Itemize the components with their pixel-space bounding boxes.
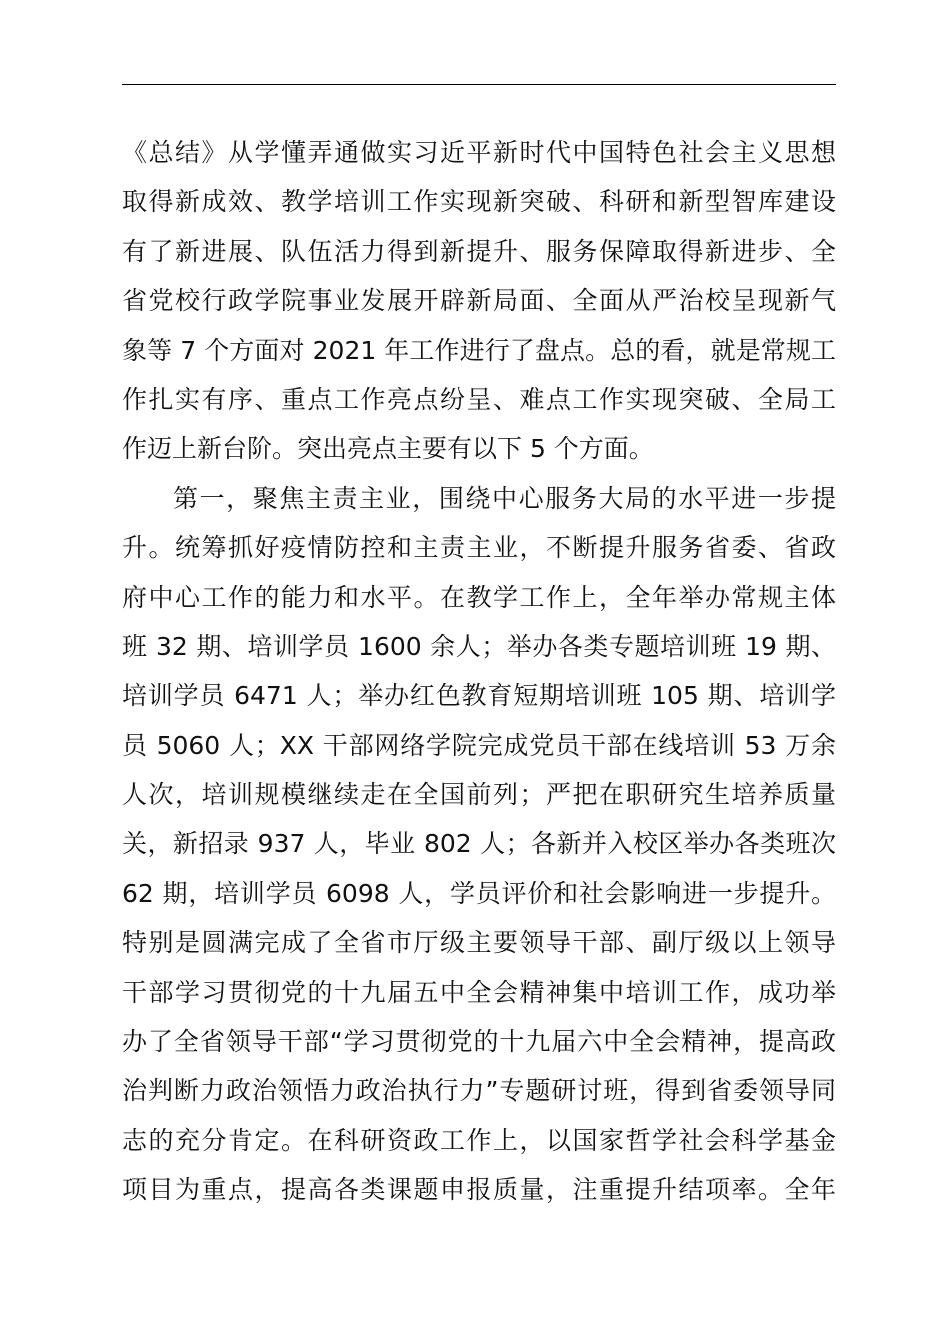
text-line: 作扎实有序、重点工作亮点纷呈、难点工作实现突破、全局工 xyxy=(122,384,836,414)
paragraph-start-line: 第一，聚焦主责主业，围绕中心服务大局的水平进一步提 xyxy=(173,483,836,513)
text-line: 关，新招录 937 人，毕业 802 人；各新并入校区举办各类班次 xyxy=(122,829,836,859)
paragraph-end-line: 作迈上新台阶。突出亮点主要有以下 5 个方面。 xyxy=(122,434,654,464)
text-line: 班 32 期、培训学员 1600 余人；举办各类专题培训班 19 期、 xyxy=(122,631,836,661)
text-line: 干部学习贯彻党的十九届五中全会精神集中培训工作，成功举 xyxy=(122,977,836,1007)
text-line: 员 5060 人；XX 干部网络学院完成党员干部在线培训 53 万余 xyxy=(122,730,836,760)
text-line: 办了全省领导干部“学习贯彻党的十九届六中全会精神，提高政 xyxy=(122,1027,836,1057)
text-line: 有了新进展、队伍活力得到新提升、服务保障取得新进步、全 xyxy=(122,236,836,266)
text-line: 志的充分肯定。在科研资政工作上，以国家哲学社会科学基金 xyxy=(122,1125,836,1155)
text-line: 特别是圆满完成了全省市厅级主要领导干部、副厅级以上领导 xyxy=(122,928,836,958)
text-line: 《总结》从学懂弄通做实习近平新时代中国特色社会主义思想 xyxy=(122,138,836,167)
text-line: 省党校行政学院事业发展开辟新局面、全面从严治校呈现新气 xyxy=(122,286,836,316)
text-line: 62 期，培训学员 6098 人，学员评价和社会影响进一步提升。 xyxy=(122,878,836,908)
text-line: 治判断力政治领悟力政治执行力”专题研讨班，得到省委领导同 xyxy=(122,1076,836,1106)
text-line: 人次，培训规模继续走在全国前列；严把在职研究生培养质量 xyxy=(122,780,836,810)
header-rule xyxy=(122,84,836,85)
text-line: 府中心工作的能力和水平。在教学工作上，全年举办常规主体 xyxy=(122,582,836,612)
text-line: 培训学员 6471 人；举办红色教育短期培训班 105 期、培训学 xyxy=(122,681,836,711)
text-line: 象等 7 个方面对 2021 年工作进行了盘点。总的看，就是常规工 xyxy=(122,335,836,365)
text-line: 升。统筹抓好疫情防控和主责主业，不断提升服务省委、省政 xyxy=(122,533,836,563)
document-body xyxy=(122,128,836,1215)
text-line: 取得新成效、教学培训工作实现新突破、科研和新型智库建设 xyxy=(122,187,836,217)
text-line: 项目为重点，提高各类课题申报质量，注重提升结项率。全年 xyxy=(122,1175,836,1205)
